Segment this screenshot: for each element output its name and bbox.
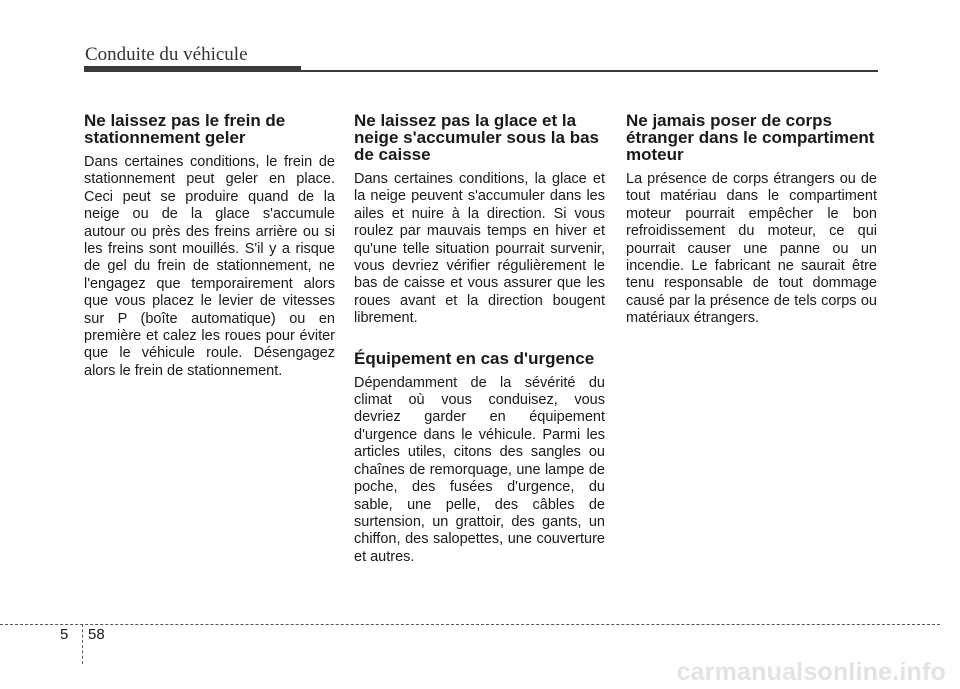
header-rule-thick bbox=[84, 66, 301, 72]
heading-ice-snow: Ne laissez pas la glace et la neige s'accumuler sous la bas de caisse bbox=[354, 111, 599, 164]
footer-dashed-divider bbox=[82, 624, 83, 664]
heading-foreign-objects: Ne jamais poser de corps étranger dans le compartiment moteur bbox=[626, 111, 875, 164]
body-ice-snow: Dans certaines conditions, la glace et la neige peuvent s'accumuler dans les ailes et nuire à la direction. Si vous roulez par mauvais temps en hiver et qu'une telle situation pourrait survenir, vous devriez vérifier régulièrement le bas de caisse et vous assurer que les roues avant et la direction bougent librement. bbox=[354, 171, 605, 327]
section-title: Conduite du véhicule bbox=[85, 44, 248, 65]
body-parking-brake: Dans certaines conditions, le frein de stationnement peut geler en place. Ceci peut se produire quand de la neige ou de la glace s'accumule autour ou près des freins arrière ou si les freins sont mouillés. S'il y a risque de gel du frein de stationnement, ne l'engagez que temporairement alors que vous placez le levier de vitesses sur P (boîte automatique) ou en première et calez les roues pour éviter que le véhicule roule. Désengagez alors le frein de stationnement. bbox=[84, 154, 335, 379]
heading-emergency-equipment: Équipement en cas d'urgence bbox=[354, 348, 595, 368]
heading-parking-brake: Ne laissez pas le frein de stationnement geler bbox=[84, 111, 286, 147]
column-2 bbox=[354, 112, 605, 566]
body-emergency-equipment: Dépendamment de la sévérité du climat où vous conduisez, vous devriez garder en équipement d'urgence dans le véhicule. Parmi les articles utiles, citons des sangles ou chaînes de remorquage, une lampe de poche, des fusées d'urgence, du sable, une pelle, des câbles de surtension, un grattoir, des gants, un chiffon, des salopettes, une couverture et autres. bbox=[354, 374, 605, 565]
watermark: carmanualsonline.info bbox=[676, 658, 946, 686]
chapter-number: 5 bbox=[60, 626, 69, 643]
page-number: 58 bbox=[88, 626, 105, 643]
column-1 bbox=[84, 112, 335, 380]
body-foreign-objects: La présence de corps étrangers ou de tout matériau dans le compartiment moteur pourrait empêcher le bon refroidissement du moteur, ce qui pourrait causer une panne ou un incendie. Le fabricant ne saurait être tenu responsable de tout dommage causé par la présence de tels corps ou matériaux étrangers. bbox=[626, 171, 877, 327]
column-3 bbox=[626, 112, 877, 328]
header-rule-thin bbox=[301, 70, 878, 72]
footer-dashed-rule bbox=[0, 624, 940, 625]
